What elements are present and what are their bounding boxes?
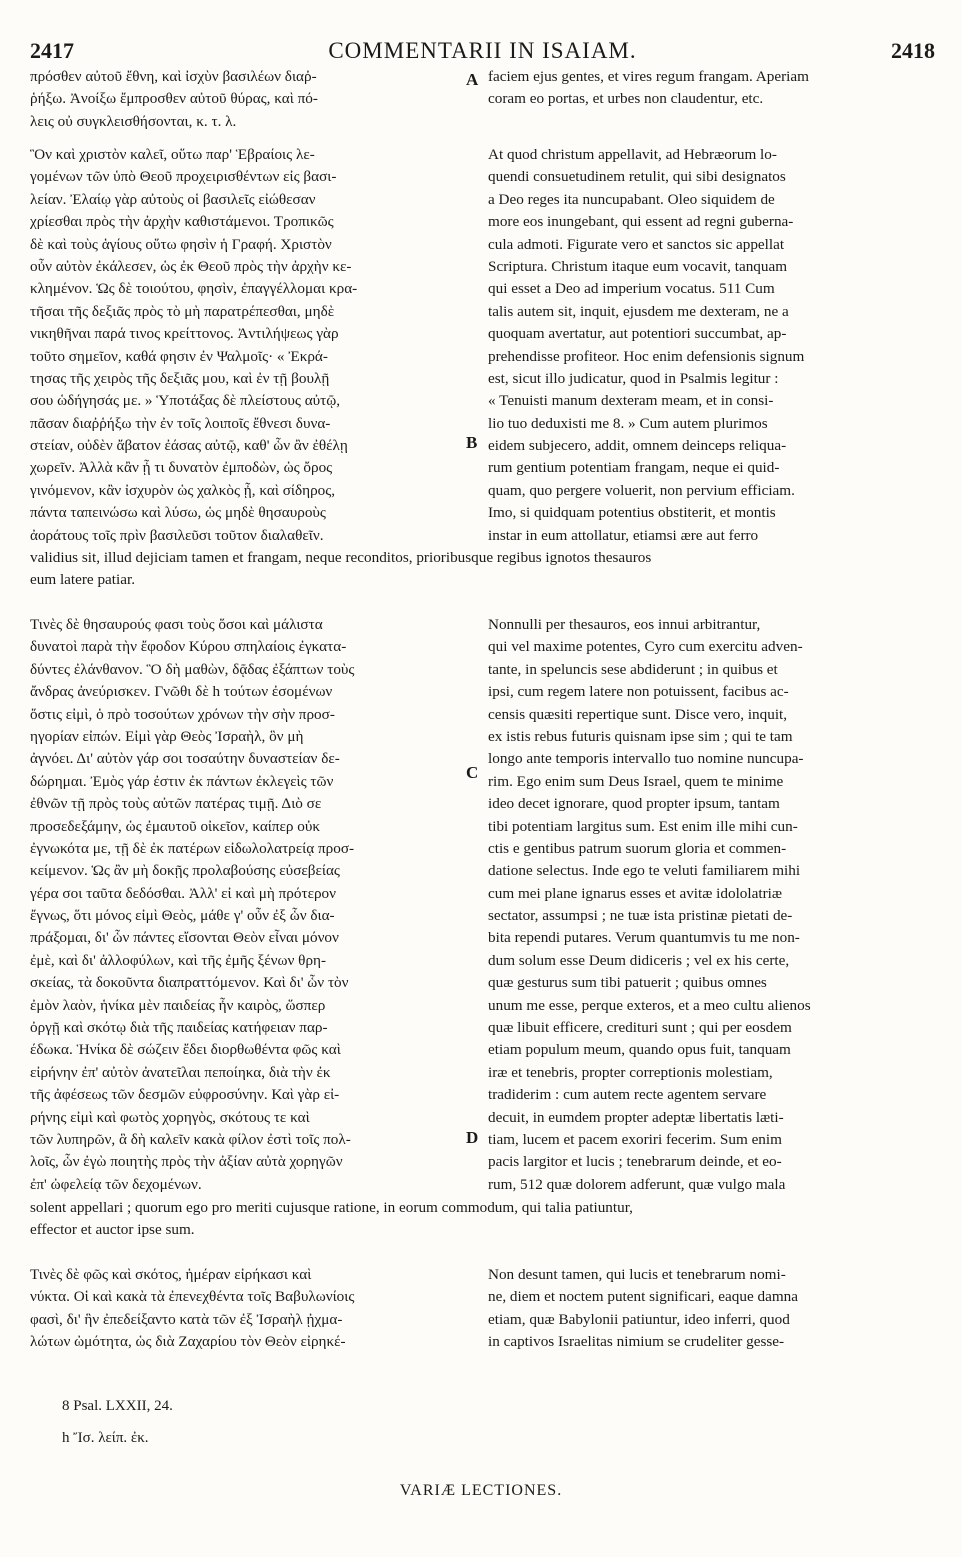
latin-line: more eos inungebant, qui essent ad regni guberna-	[488, 213, 794, 231]
greek-line: σκείας, τὰ δοκοῦντα διαπραττόμενον. Καὶ δι' ὧν τὸν	[30, 974, 349, 992]
greek-column-section-4	[30, 1264, 480, 1354]
latin-column-section-2	[488, 144, 906, 547]
greek-line: ἐμὲ, καὶ δι' ἀλλοφύλων, καὶ τῆς ἐμῆς ξένων θρη-	[30, 951, 327, 969]
latin-line: ipsi, cum regem latere non potuissent, facibus ac-	[488, 683, 789, 701]
greek-line: ἐμὸν λαὸν, ἡνίκα μὲν παιδείας ἦν καιρὸς, ὥσπερ	[30, 996, 326, 1014]
full-line: effector et auctor ipse sum.	[30, 1221, 195, 1239]
greek-line: τῆσαι τῆς δεξιᾶς πρὸς τὸ μὴ παρατρέπεσθαι, μηδὲ	[30, 302, 335, 320]
latin-line: eidem subjecero, addit, omnem deinceps reliqua-	[488, 437, 787, 455]
page-number-right: 2418	[891, 38, 935, 63]
latin-line: qui esset a Deo ad imperium vocatus. 511 Cum	[488, 280, 775, 298]
latin-line: datione selectus. Inde ego te veluti familiarem mihi	[488, 862, 801, 880]
page-number-left: 2417	[30, 38, 74, 63]
greek-line: τοῦτο σημεῖον, καθά φησιν ἐν Ψαλμοῖς· « Ἐκρά-	[30, 347, 328, 365]
latin-line: etiam populum meum, quando opus fuit, tanquam	[488, 1041, 791, 1059]
latin-line: quoquam avertatur, aut potentiori succumbat, ap-	[488, 325, 787, 343]
footnote-variant: h Ἴσ. λείπ. ἐκ.	[62, 1430, 149, 1446]
greek-line: ἀγνόει. Δι' αὐτὸν γάρ σοι τοσαύτην δυναστείαν δε-	[30, 750, 340, 768]
latin-line: Imo, si quidquam potentius obstiterit, et montis	[488, 504, 776, 522]
footnote-scripture-reference: 8 Psal. LXXII, 24.	[62, 1398, 173, 1414]
latin-column-section-4	[488, 1264, 906, 1354]
latin-line: rum, 512 quæ dolorem adferunt, quæ vulgo mala	[488, 1175, 786, 1193]
greek-line: δυνατοὶ παρὰ τὴν ἔφοδον Κύρου σπηλαίοις ἐγκατα-	[30, 638, 347, 656]
margin-letter-d: D	[466, 1128, 479, 1147]
greek-line: ὅστις εἰμὶ, ὁ πρὸ τοσούτων χρόνων τὴν σὴν προσ-	[30, 705, 335, 723]
greek-line: οὖν αὐτὸν ἐκάλεσεν, ὡς ἐκ Θεοῦ πρὸς τὴν ἀρχὴν κε-	[30, 257, 352, 275]
latin-line: a Deo reges ita nuncupabant. Oleo siquidem de	[488, 190, 775, 208]
greek-line: δώρημαι. Ἐμὸς γάρ ἐστιν ἐκ πάντων ἐκλεγεὶς τῶν	[30, 772, 334, 790]
latin-line: coram eo portas, et urbes non claudentur, etc.	[488, 90, 764, 108]
greek-line: νύκτα. Οἱ καὶ κακὰ τὰ ἐπενεχθέντα τοῖς Βαβυλωνίοις	[30, 1288, 355, 1306]
latin-line: prehendisse profiteor. Hoc enim defensionis signum	[488, 347, 805, 365]
full-line: eum latere patiar.	[30, 571, 135, 589]
latin-line: faciem ejus gentes, et vires regum frangam. Aperiam	[488, 68, 809, 85]
latin-line: rum gentium potentiam frangam, neque ei quid-	[488, 459, 780, 477]
greek-line: ἄνδρας ἀνεύρισκεν. Γνῶθι δὲ h τούτων ἐσομένων	[30, 683, 333, 701]
greek-line: ηγορίαν εἰπών. Εἰμὶ γὰρ Θεὸς Ἰσραὴλ, ὃν μὴ	[30, 727, 304, 745]
greek-column-section-3	[30, 614, 480, 1196]
latin-line: ctis e gentibus patrum suorum gloria et commen-	[488, 839, 787, 857]
latin-line: cum mei plane ignarus esses et avitæ idololatriæ	[488, 884, 782, 902]
greek-line: χρίεσθαι πρὸς τὴν ἀρχὴν καθιστάμενοι. Τροπικῶς	[30, 213, 334, 231]
greek-line: λοῖς, ὧν ἐγὼ ποιητὴς πρὸς τὴν ἀξίαν αὐτὰ χορηγῶν	[30, 1153, 343, 1171]
greek-line: έδωκα. Ἡνίκα δὲ σώζειν ἔδει διορθωθέντα φῶς καὶ	[30, 1041, 341, 1059]
greek-line: Τινὲς δὲ φῶς καὶ σκότος, ἡμέραν εἰρήκασι καὶ	[30, 1266, 312, 1283]
latin-line: talis autem sit, inquit, ejusdem me dexteram, ne a	[488, 302, 789, 320]
greek-line: πρόσθεν αὐτοῦ ἔθνη, καὶ ἰσχὺν βασιλέων διαῤ-	[30, 68, 317, 85]
latin-line: quæ gesturus sum tibi patuerit ; quibus omnes	[488, 974, 767, 992]
full-width-continuation-1	[30, 547, 906, 592]
latin-line: Non desunt tamen, qui lucis et tenebrarum nomi-	[488, 1266, 786, 1283]
greek-line: γομένων τῶν ὑπὸ Θεοῦ προχειρισθέντων εἰς βασι-	[30, 168, 337, 186]
latin-line: instar in eum attollatur, etiamsi ære aut ferro	[488, 526, 759, 544]
greek-line: πᾶσαν διαῤῥήξω τὴν ἐν τοῖς λοιποῖς ἔθνεσι δυνα-	[30, 414, 331, 432]
latin-line: pacis largitor et lucis ; tenebrarum deinde, et eo-	[488, 1153, 782, 1171]
latin-line: censis quæsiti repertique sunt. Disce vero, inquit,	[488, 705, 788, 723]
latin-line: est, sicut illo judicatur, quod in Psalmis legitur :	[488, 369, 779, 387]
latin-line: longo ante temporis intervallo tuo nomine nuncupa-	[488, 750, 804, 768]
greek-line: εἰρήνην ἐπ' αὐτὸν ἀνατεῖλαι πεποίηκα, διὰ τὴν ἐκ	[30, 1063, 331, 1081]
margin-letter-c: C	[466, 763, 479, 782]
latin-line: tiam, lucem et pacem exoriri fecerim. Sum enim	[488, 1130, 782, 1148]
latin-line: At quod christum appellavit, ad Hebræorum lo-	[488, 146, 777, 163]
greek-line: ἐγνωκότα με, τῇ δὲ ἐκ πατέρων εἰδωλολατρείᾳ προσ-	[30, 839, 355, 857]
latin-column-section-1	[488, 66, 906, 111]
latin-line: ideo decet ignorare, quod propter ipsum, tantam	[488, 795, 780, 813]
latin-line: qui vel maxime potentes, Cyro cum exercitu adven-	[488, 638, 803, 656]
latin-line: tradiderim : cum autem recte agentem servare	[488, 1086, 767, 1104]
greek-line: γινόμενον, κἂν ἰσχυρὸν ὡς χαλκὸς ᾖ, καὶ σίδηρος,	[30, 481, 336, 499]
greek-line: δὲ καὶ τοὺς ἁγίους οὕτω φησὶν ἡ Γραφή. Χριστὸν	[30, 235, 332, 253]
greek-line: στείαν, οὐδὲν ἄβατον ἐάσας αὐτῷ, καθ' ὧν ἂν ἐθέλῃ	[30, 437, 348, 455]
greek-line: λώτων ὠμότητα, ὡς διὰ Ζαχαρίου τὸν Θεὸν εἰρηκέ-	[30, 1333, 346, 1351]
latin-line: Nonnulli per thesauros, eos innui arbitrantur,	[488, 616, 761, 633]
latin-line: tibi potentiam largitus sum. Est enim ille mihi cun-	[488, 817, 798, 835]
greek-line: κλημένον. Ὡς δὲ τοιούτου, φησὶν, ἐπαγγέλλομαι κρα-	[30, 280, 358, 298]
full-line: validius sit, illud dejiciam tamen et frangam, neque reconditos, prioribusque regibus ignotos thesauros	[30, 549, 652, 566]
greek-line: πράξομαι, δι' ὧν πάντες εἴσονται Θεὸν εἶναι μόνον	[30, 929, 339, 947]
greek-line: ρήνης εἰμὶ καὶ φωτὸς χορηγὸς, σκότους τε καὶ	[30, 1108, 310, 1126]
latin-line: sectator, assumpsi ; ne tuæ ista pristinæ pietati de-	[488, 907, 793, 925]
greek-line: τῶν λυπηρῶν, ἃ δὴ καλεῖν κακὰ φίλον ἐστὶ τοῖς πολ-	[30, 1130, 351, 1148]
latin-line: decuit, in eumdem propter adeptæ libertatis læti-	[488, 1108, 784, 1126]
latin-line: quam, quo pergere voluerit, non pervium efficiam.	[488, 481, 795, 499]
greek-line: ῥήξω. Ἀνοίξω ἔμπροσθεν αὐτοῦ θύρας, καὶ πό-	[30, 90, 318, 108]
greek-line: λεις οὐ συγκλεισθήσονται, κ. τ. λ.	[30, 112, 237, 130]
greek-line: γέρα σοι ταῦτα δεδόσθαι. Ἀλλ' εἰ καὶ μὴ πρότερον	[30, 884, 336, 902]
running-title: COMMENTARII IN ISAIAM.	[328, 38, 637, 63]
latin-line: quendi consuetudinem retulit, qui sibi designatos	[488, 168, 786, 186]
latin-line: tante, in speluncis sese abdiderunt ; in quibus et	[488, 660, 778, 678]
greek-line: τῆς ἀφέσεως τῶν δεσμῶν εὐφροσύνην. Καὶ γὰρ εἰ-	[30, 1086, 340, 1104]
greek-line: ἐθνῶν τῇ πρὸς τοὺς αὐτῶν πατέρας τιμῇ. Διὸ σε	[30, 795, 322, 813]
latin-line: quæ libuit efficere, credituri sunt ; qui per eosdem	[488, 1019, 792, 1037]
latin-line: Scriptura. Christum itaque eum vocavit, tanquam	[488, 257, 788, 275]
greek-line: ὀργῇ καὶ σκότῳ διὰ τῆς παιδείας κατήφειαν παρ-	[30, 1019, 328, 1037]
latin-line: « Tenuisti manum dexteram meam, et in consi-	[488, 392, 774, 410]
greek-line: τησας τῆς χειρὸς τῆς δεξιᾶς μου, καὶ ἐν τῇ βουλῇ	[30, 369, 330, 387]
greek-line: δύντες ἐλάνθανον. Ὃ δὴ μαθὼν, δᾷδας ἐξάπτων τοὺς	[30, 660, 355, 678]
greek-line: ἔγνως, ὅτι μόνος εἰμὶ Θεὸς, μάθε γ' οὖν ἐξ ὧν δια-	[30, 907, 335, 925]
latin-line: rim. Ego enim sum Deus Israel, quem te minime	[488, 772, 784, 790]
margin-letter-b: B	[466, 433, 478, 452]
latin-line: lio tuo deduxisti me 8. » Cum autem plurimos	[488, 414, 768, 432]
latin-column-section-3	[488, 614, 906, 1196]
greek-line: σου ὡδήγησάς με. » Ὑποτάξας δὲ πλείστους αὐτῷ,	[30, 392, 341, 410]
greek-column-section-1	[30, 66, 480, 133]
latin-line: bita rependi putares. Verum quantumvis tu me non-	[488, 929, 800, 947]
greek-line: νικηθῆναι παρά τινος κρείττονος. Ἀντιλήψεως γὰρ	[30, 325, 339, 343]
greek-line: ἐπ' ὠφελείᾳ τῶν δεχομένων.	[30, 1175, 202, 1193]
greek-line: πάντα ταπεινώσω καὶ λύσω, ὡς μηδὲ θησαυροὺς	[30, 504, 326, 522]
margin-letter-a: A	[466, 70, 479, 89]
greek-line: λείαν. Ἐλαίῳ γὰρ αὐτοὺς οἱ βασιλεῖς εἰώθεσαν	[30, 190, 316, 208]
greek-line: Ὃν καὶ χριστὸν καλεῖ, οὕτω παρ' Ἑβραίοις λε-	[30, 146, 315, 163]
full-width-continuation-2	[30, 1197, 906, 1242]
latin-line: ne, diem et noctem putent significari, eaque damna	[488, 1288, 798, 1306]
latin-line: etiam, quæ Babylonii patiuntur, ideo inferri, quod	[488, 1310, 790, 1328]
greek-line: προσεδεξάμην, ὡς ἐμαυτοῦ οἰκεῖον, καίπερ οὐκ	[30, 817, 321, 835]
latin-line: dum solum esse Deum didiceris ; vel ex his certe,	[488, 951, 790, 969]
greek-line: κείμενον. Ὡς ἂν μὴ δοκῇς προλαβούσης εὐσεβείας	[30, 862, 340, 880]
latin-line: ex istis rebus futuris quisnam ipse sim ; qui te tam	[488, 727, 793, 745]
full-line: solent appellari ; quorum ego pro meriti cujusque ratione, in eorum commodum, qui talia patiuntur,	[30, 1199, 633, 1216]
variae-lectiones-heading: VARIÆ LECTIONES.	[399, 1482, 563, 1499]
latin-line: in captivos Israelitas nimium se crudeliter gesse-	[488, 1333, 785, 1351]
latin-line: iræ et tenebris, propter correptionis molestiam,	[488, 1063, 773, 1081]
latin-line: unum me esse, perque exteros, et a meo cultu alienos	[488, 996, 811, 1014]
greek-line: Τινὲς δὲ θησαυρούς φασι τοὺς ὅσοι καὶ μάλιστα	[30, 616, 323, 633]
greek-line: ἀοράτους τοῖς πρὶν βασιλεῦσι τοῦτον διαλαθεῖν.	[30, 526, 324, 544]
latin-line: cula admoti. Figurate vero et sanctos sic appellat	[488, 235, 785, 253]
greek-column-section-2	[30, 144, 480, 547]
greek-line: χωρεῖν. Ἀλλὰ κἂν ᾖ τι δυνατὸν ἐμποδὼν, ὡς ὄρος	[30, 459, 333, 477]
greek-line: φασὶ, δι' ἣν ἐπεδείξαντο κατὰ τῶν ἐξ Ἰσραὴλ ᾐχμα-	[30, 1310, 343, 1328]
